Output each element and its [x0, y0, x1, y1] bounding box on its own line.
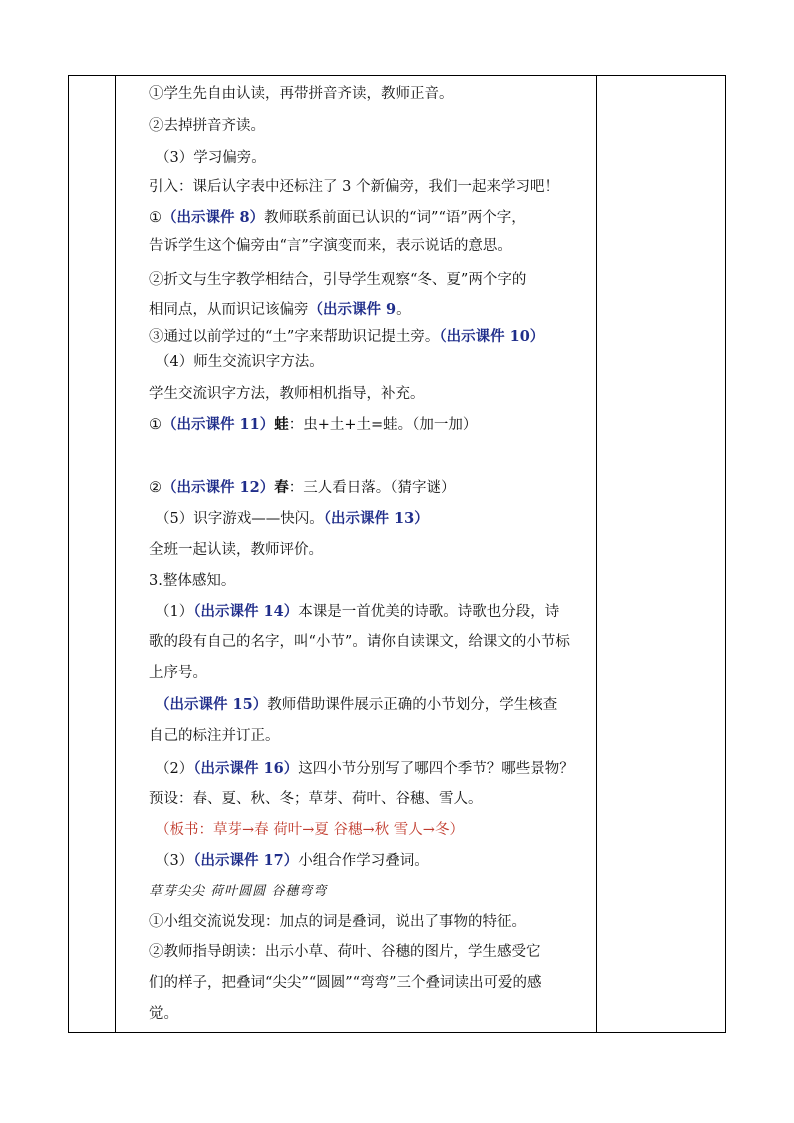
reduplicated-words: 草芽尖尖 荷叶圆圆 谷穗弯弯 — [149, 884, 328, 899]
text-line: （3）（出示课件 17）小组合作学习叠词。 — [155, 852, 429, 869]
courseware-ref: （出示课件 13） — [323, 510, 429, 527]
text-line: 3.整体感知。 — [149, 573, 236, 589]
right-arrow-icon: → — [302, 822, 315, 838]
text-line: 歌的段有自己的名字，叫“小节”。请你自读课文，给课文的小节标 — [149, 634, 570, 650]
courseware-ref: （出示课件 14） — [193, 603, 299, 620]
courseware-ref: （出示课件 16） — [193, 760, 299, 777]
courseware-ref: （出示课件 9 — [308, 301, 397, 318]
text-line: （5）识字游戏——快闪。（出示课件 13） — [155, 510, 429, 527]
courseware-ref: （出示课件 15） — [155, 696, 268, 713]
right-arrow-icon: → — [362, 822, 375, 838]
text-line: 自己的标注并订正。 — [149, 728, 280, 744]
text-line: ②去掉拼音齐读。 — [149, 118, 265, 134]
text-line: ②折文与生字教学相结合，引导学生观察“冬、夏”两个字的 — [149, 272, 527, 288]
text-line: 相同点，从而识记该偏旁（出示课件 9。 — [149, 301, 411, 318]
right-arrow-icon: → — [422, 822, 435, 838]
text-line: 全班一起认读，教师评价。 — [149, 542, 323, 558]
text-line: （4）师生交流识字方法。 — [155, 354, 324, 370]
text-line: ②教师指导朗读：出示小草、荷叶、谷穗的图片，学生感受它 — [149, 944, 541, 960]
text-line: 上序号。 — [149, 665, 207, 681]
column-divider-right — [596, 76, 597, 1032]
text-line: ③通过以前学过的“土”字来帮助识记提土旁。（出示课件 10） — [149, 328, 545, 345]
courseware-ref: （出示课件 10） — [439, 328, 545, 345]
courseware-ref: （出示课件 8） — [162, 209, 265, 226]
text-line: （3）学习偏旁。 — [155, 150, 266, 166]
courseware-ref: （出示课件 11） — [162, 416, 275, 433]
column-divider-left — [115, 76, 116, 1032]
right-arrow-icon: → — [242, 822, 255, 838]
courseware-ref: （出示课件 12） — [162, 479, 275, 496]
text-line: ①（出示课件 11）蛙：虫+土+土=蛙。（加一加） — [149, 416, 478, 433]
text-line: 学生交流识字方法，教师相机指导，补充。 — [149, 386, 425, 402]
text-line: （1）（出示课件 14）本课是一首优美的诗歌。诗歌也分段，诗 — [155, 603, 560, 620]
text-line: 觉。 — [149, 1006, 178, 1022]
courseware-ref: （出示课件 17） — [193, 852, 299, 869]
text-line: （出示课件 15）教师借助课件展示正确的小节划分，学生核查 — [155, 696, 558, 713]
text-line: ②（出示课件 12）春：三人看日落。（猜字谜） — [149, 479, 456, 496]
text-line: 引入：课后认字表中还标注了 3 个新偏旁，我们一起来学习吧！ — [149, 179, 559, 195]
text-line: ①（出示课件 8）教师联系前面已认识的“词”“语”两个字， — [149, 209, 526, 226]
text-line: 预设：春、夏、秋、冬；草芽、荷叶、谷穗、雪人。 — [149, 791, 483, 807]
text-line: 们的样子，把叠词“尖尖”“圆圆”“弯弯”三个叠词读出可爱的感 — [149, 975, 542, 991]
text-line: ①小组交流说发现：加点的词是叠词，说出了事物的特征。 — [149, 914, 526, 930]
text-line: ①学生先自由认读，再带拼音齐读，教师正音。 — [149, 86, 454, 102]
blackboard-note: （板书：草芽→春 荷叶→夏 谷穗→秋 雪人→冬） — [155, 822, 464, 838]
lesson-table — [68, 75, 726, 1033]
text-line: 告诉学生这个偏旁由“言”字演变而来，表示说话的意思。 — [149, 238, 512, 254]
text-line: （2）（出示课件 16）这四小节分别写了哪四个季节？哪些景物？ — [155, 760, 574, 777]
